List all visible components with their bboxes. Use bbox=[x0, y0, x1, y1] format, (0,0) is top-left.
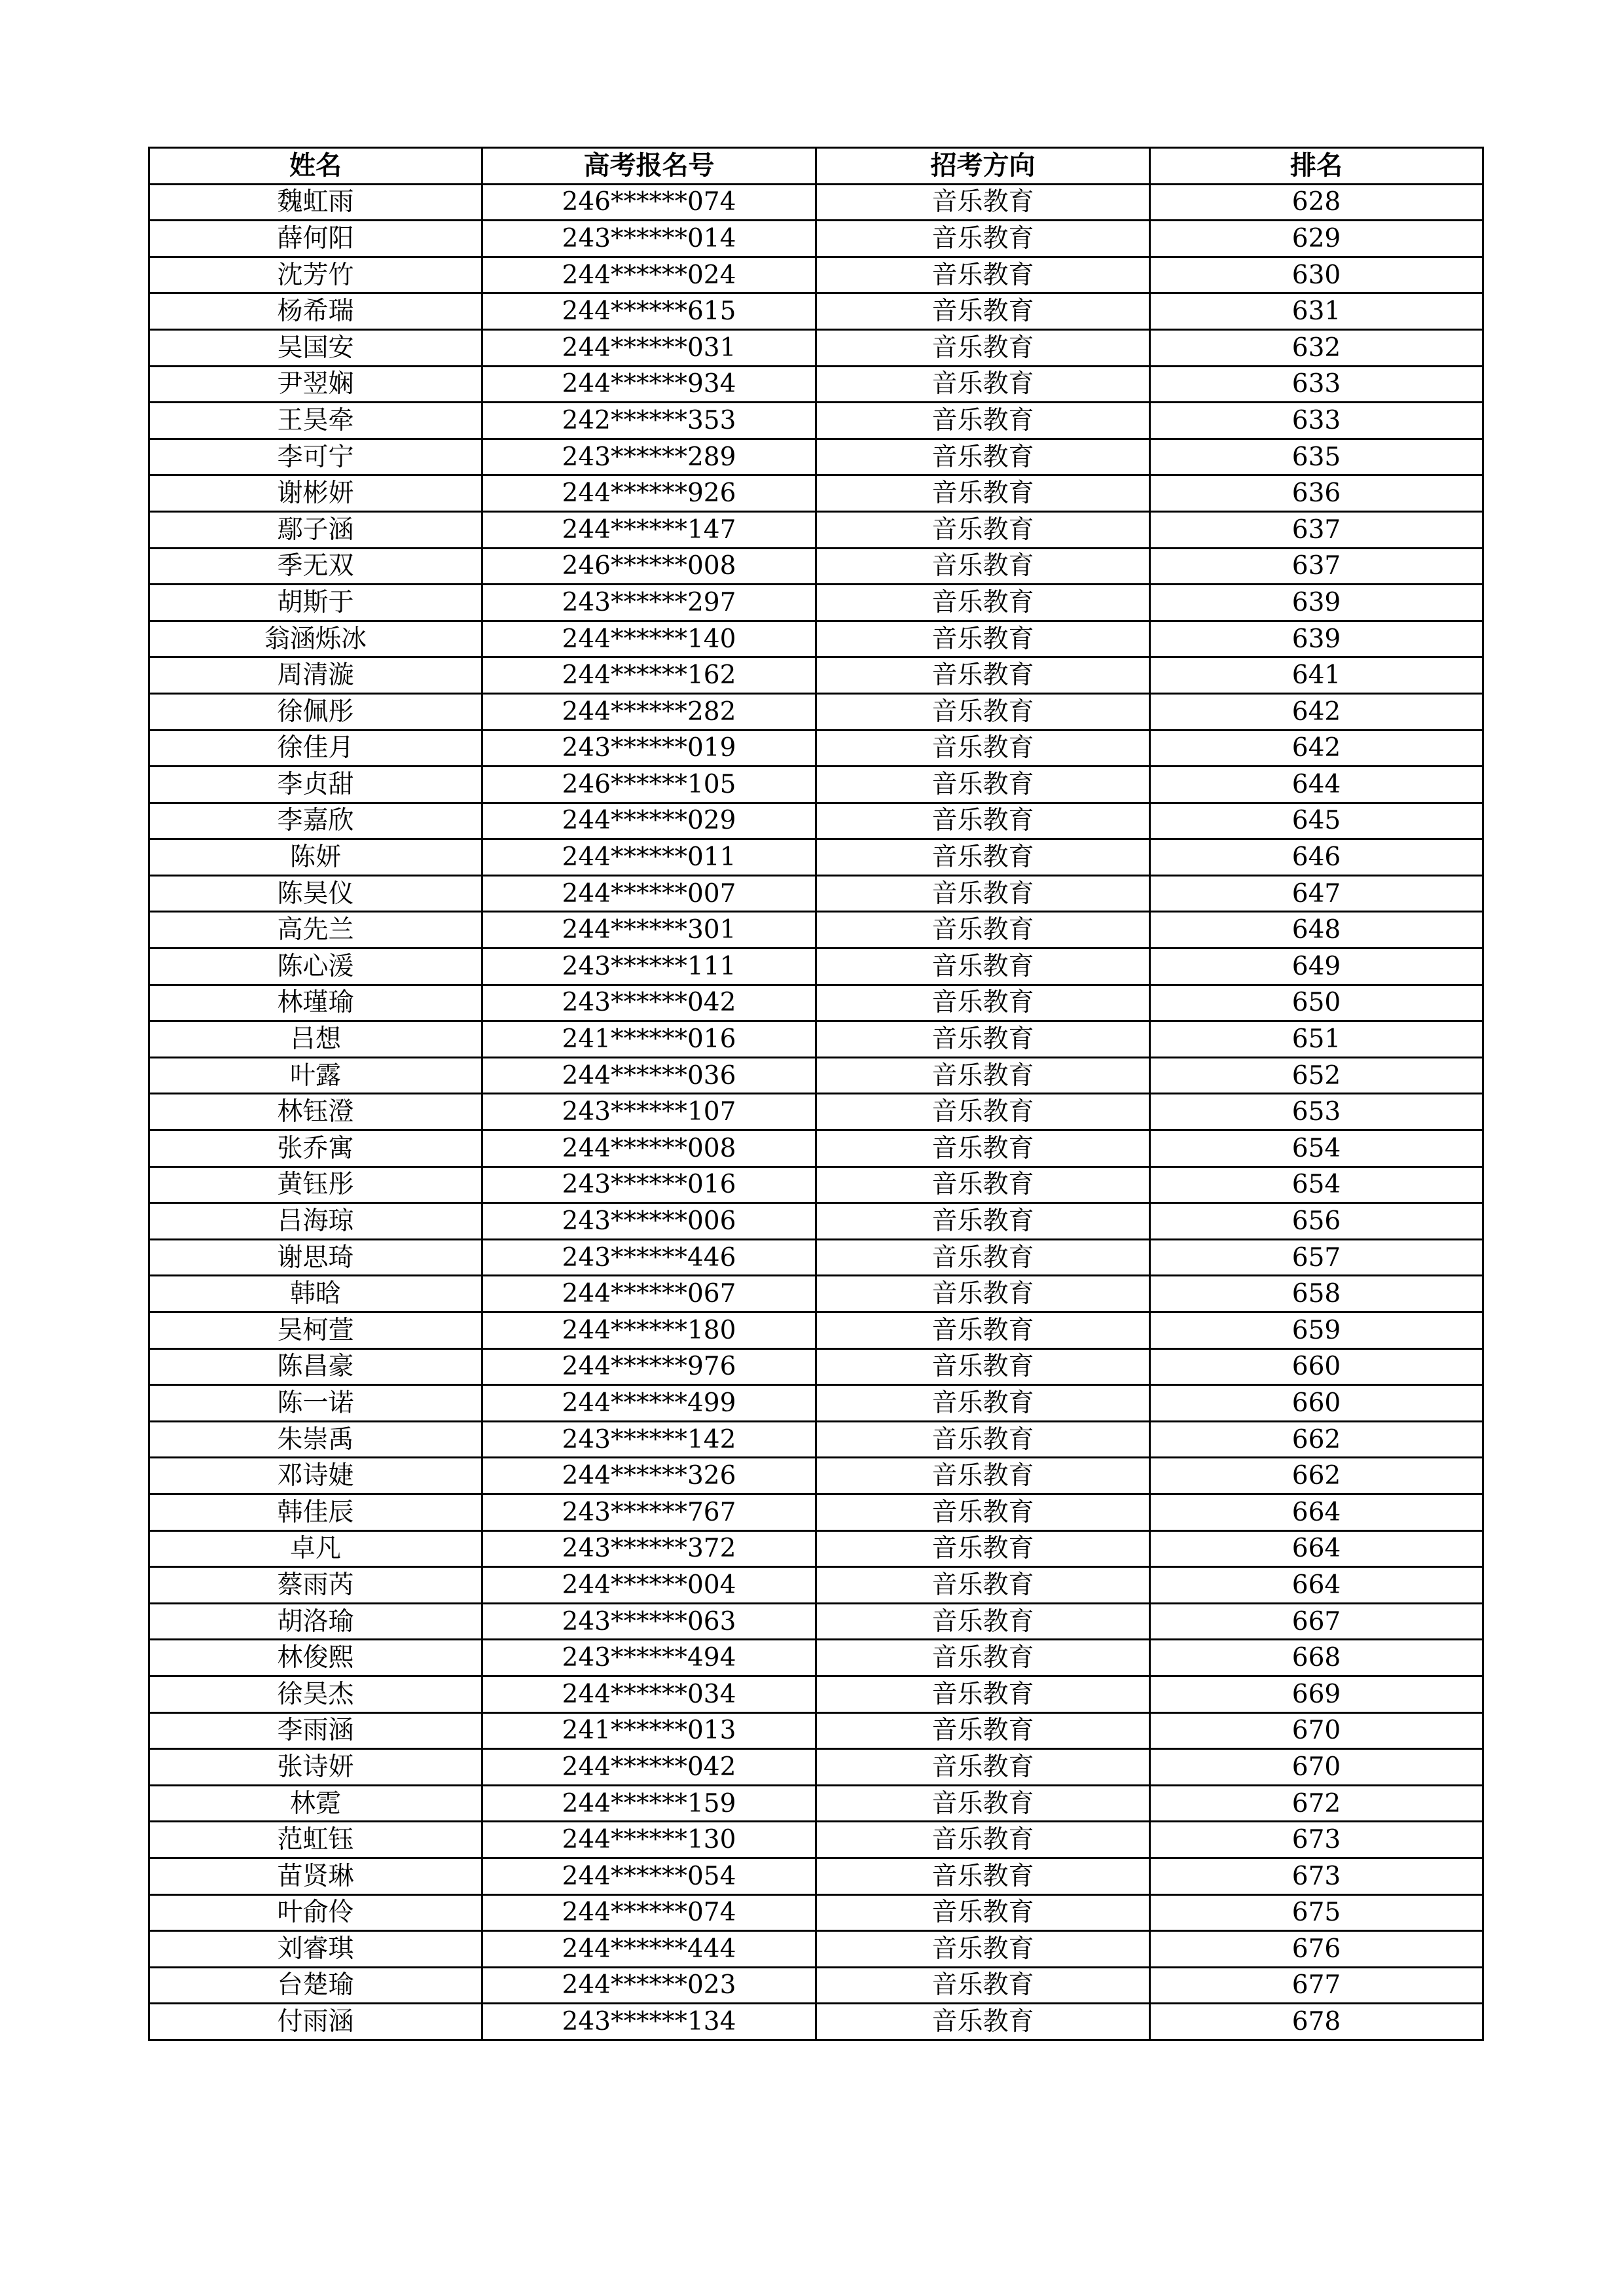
cell-rank: 644 bbox=[1150, 767, 1483, 803]
table-row bbox=[149, 1749, 1483, 1786]
cell-exam-id: 241******016 bbox=[482, 1021, 816, 1058]
cell-direction: 音乐教育 bbox=[816, 1348, 1150, 1385]
cell-rank: 668 bbox=[1150, 1640, 1483, 1676]
cell-rank: 673 bbox=[1150, 1822, 1483, 1858]
cell-rank: 635 bbox=[1150, 439, 1483, 475]
table-row bbox=[149, 1712, 1483, 1749]
cell-direction: 音乐教育 bbox=[816, 403, 1150, 439]
table-row bbox=[149, 1203, 1483, 1240]
cell-name: 叶露 bbox=[149, 1057, 482, 1094]
cell-rank: 660 bbox=[1150, 1348, 1483, 1385]
cell-direction: 音乐教育 bbox=[816, 548, 1150, 585]
cell-direction: 音乐教育 bbox=[816, 1021, 1150, 1058]
cell-direction: 音乐教育 bbox=[816, 293, 1150, 330]
cell-name: 沈芳竹 bbox=[149, 257, 482, 293]
table-row bbox=[149, 1967, 1483, 2004]
cell-direction: 音乐教育 bbox=[816, 585, 1150, 621]
cell-exam-id: 243******494 bbox=[482, 1640, 816, 1676]
table-row bbox=[149, 1858, 1483, 1894]
cell-name: 吕海琼 bbox=[149, 1203, 482, 1240]
table-row bbox=[149, 366, 1483, 403]
cell-name: 鄢子涵 bbox=[149, 511, 482, 548]
cell-direction: 音乐教育 bbox=[816, 1894, 1150, 1931]
cell-exam-id: 244******031 bbox=[482, 329, 816, 366]
table-row bbox=[149, 1894, 1483, 1931]
cell-direction: 音乐教育 bbox=[816, 475, 1150, 512]
cell-rank: 630 bbox=[1150, 257, 1483, 293]
cell-rank: 639 bbox=[1150, 621, 1483, 657]
cell-rank: 654 bbox=[1150, 1166, 1483, 1203]
cell-name: 台楚瑜 bbox=[149, 1967, 482, 2004]
cell-exam-id: 244******036 bbox=[482, 1057, 816, 1094]
cell-rank: 670 bbox=[1150, 1712, 1483, 1749]
table-body bbox=[149, 184, 1483, 2040]
cell-direction: 音乐教育 bbox=[816, 1785, 1150, 1822]
cell-name: 陈一诺 bbox=[149, 1385, 482, 1422]
cell-exam-id: 241******013 bbox=[482, 1712, 816, 1749]
cell-direction: 音乐教育 bbox=[816, 2004, 1150, 2040]
cell-name: 范虹钰 bbox=[149, 1822, 482, 1858]
cell-direction: 音乐教育 bbox=[816, 1822, 1150, 1858]
table-row bbox=[149, 1276, 1483, 1312]
cell-direction: 音乐教育 bbox=[816, 730, 1150, 767]
table-row bbox=[149, 767, 1483, 803]
cell-name: 朱崇禹 bbox=[149, 1421, 482, 1458]
cell-rank: 670 bbox=[1150, 1749, 1483, 1786]
cell-rank: 650 bbox=[1150, 985, 1483, 1021]
cell-rank: 667 bbox=[1150, 1603, 1483, 1640]
table-row bbox=[149, 1057, 1483, 1094]
table-row bbox=[149, 184, 1483, 221]
cell-exam-id: 246******105 bbox=[482, 767, 816, 803]
cell-name: 胡洛瑜 bbox=[149, 1603, 482, 1640]
table-row bbox=[149, 693, 1483, 730]
cell-rank: 642 bbox=[1150, 730, 1483, 767]
cell-name: 陈昊仪 bbox=[149, 875, 482, 912]
cell-rank: 649 bbox=[1150, 949, 1483, 985]
cell-name: 叶俞伶 bbox=[149, 1894, 482, 1931]
cell-name: 高先兰 bbox=[149, 912, 482, 949]
table-row bbox=[149, 1640, 1483, 1676]
cell-exam-id: 243******446 bbox=[482, 1239, 816, 1276]
table-row bbox=[149, 803, 1483, 839]
cell-rank: 633 bbox=[1150, 366, 1483, 403]
cell-direction: 音乐教育 bbox=[816, 985, 1150, 1021]
cell-direction: 音乐教育 bbox=[816, 1094, 1150, 1130]
cell-exam-id: 244******029 bbox=[482, 803, 816, 839]
cell-exam-id: 243******297 bbox=[482, 585, 816, 621]
cell-name: 吴柯萱 bbox=[149, 1312, 482, 1349]
cell-rank: 653 bbox=[1150, 1094, 1483, 1130]
cell-name: 吴国安 bbox=[149, 329, 482, 366]
cell-rank: 672 bbox=[1150, 1785, 1483, 1822]
table-row bbox=[149, 1021, 1483, 1058]
cell-rank: 641 bbox=[1150, 657, 1483, 694]
table-row bbox=[149, 730, 1483, 767]
cell-exam-id: 243******289 bbox=[482, 439, 816, 475]
cell-exam-id: 243******063 bbox=[482, 1603, 816, 1640]
table-row bbox=[149, 1094, 1483, 1130]
cell-exam-id: 244******615 bbox=[482, 293, 816, 330]
cell-name: 林瑾瑜 bbox=[149, 985, 482, 1021]
cell-direction: 音乐教育 bbox=[816, 1239, 1150, 1276]
cell-name: 谢思琦 bbox=[149, 1239, 482, 1276]
cell-rank: 664 bbox=[1150, 1567, 1483, 1604]
cell-rank: 631 bbox=[1150, 293, 1483, 330]
cell-exam-id: 244******499 bbox=[482, 1385, 816, 1422]
cell-direction: 音乐教育 bbox=[816, 693, 1150, 730]
cell-exam-id: 243******016 bbox=[482, 1166, 816, 1203]
table-row bbox=[149, 657, 1483, 694]
cell-exam-id: 243******111 bbox=[482, 949, 816, 985]
cell-direction: 音乐教育 bbox=[816, 1858, 1150, 1894]
cell-rank: 654 bbox=[1150, 1130, 1483, 1167]
cell-direction: 音乐教育 bbox=[816, 1458, 1150, 1494]
cell-rank: 676 bbox=[1150, 1931, 1483, 1968]
cell-exam-id: 244******934 bbox=[482, 366, 816, 403]
table-row bbox=[149, 839, 1483, 876]
cell-exam-id: 243******142 bbox=[482, 1421, 816, 1458]
cell-name: 徐昊杰 bbox=[149, 1676, 482, 1712]
cell-name: 尹翌娴 bbox=[149, 366, 482, 403]
cell-rank: 662 bbox=[1150, 1458, 1483, 1494]
cell-direction: 音乐教育 bbox=[816, 1494, 1150, 1530]
cell-exam-id: 244******008 bbox=[482, 1130, 816, 1167]
cell-name: 卓凡 bbox=[149, 1530, 482, 1567]
table-row bbox=[149, 548, 1483, 585]
cell-exam-id: 244******024 bbox=[482, 257, 816, 293]
cell-rank: 677 bbox=[1150, 1967, 1483, 2004]
cell-direction: 音乐教育 bbox=[816, 767, 1150, 803]
cell-exam-id: 244******159 bbox=[482, 1785, 816, 1822]
cell-direction: 音乐教育 bbox=[816, 621, 1150, 657]
table-row bbox=[149, 475, 1483, 512]
table-row bbox=[149, 985, 1483, 1021]
cell-name: 韩晗 bbox=[149, 1276, 482, 1312]
table-row bbox=[149, 439, 1483, 475]
cell-exam-id: 244******162 bbox=[482, 657, 816, 694]
table-row bbox=[149, 585, 1483, 621]
cell-exam-id: 244******007 bbox=[482, 875, 816, 912]
cell-rank: 652 bbox=[1150, 1057, 1483, 1094]
cell-direction: 音乐教育 bbox=[816, 1530, 1150, 1567]
cell-exam-id: 244******976 bbox=[482, 1348, 816, 1385]
cell-direction: 音乐教育 bbox=[816, 803, 1150, 839]
cell-exam-id: 244******054 bbox=[482, 1858, 816, 1894]
cell-name: 林霓 bbox=[149, 1785, 482, 1822]
cell-exam-id: 243******006 bbox=[482, 1203, 816, 1240]
cell-name: 邓诗婕 bbox=[149, 1458, 482, 1494]
cell-direction: 音乐教育 bbox=[816, 1676, 1150, 1712]
cell-rank: 639 bbox=[1150, 585, 1483, 621]
table-row bbox=[149, 1785, 1483, 1822]
cell-exam-id: 244******301 bbox=[482, 912, 816, 949]
cell-name: 黄钰彤 bbox=[149, 1166, 482, 1203]
table-row bbox=[149, 1130, 1483, 1167]
cell-name: 林俊熙 bbox=[149, 1640, 482, 1676]
cell-direction: 音乐教育 bbox=[816, 184, 1150, 221]
header-exam-id: 高考报名号 bbox=[482, 148, 816, 185]
cell-direction: 音乐教育 bbox=[816, 1931, 1150, 1968]
cell-direction: 音乐教育 bbox=[816, 1567, 1150, 1604]
header-rank: 排名 bbox=[1150, 148, 1483, 185]
cell-direction: 音乐教育 bbox=[816, 329, 1150, 366]
cell-direction: 音乐教育 bbox=[816, 657, 1150, 694]
cell-name: 陈妍 bbox=[149, 839, 482, 876]
cell-rank: 651 bbox=[1150, 1021, 1483, 1058]
cell-exam-id: 244******023 bbox=[482, 1967, 816, 2004]
cell-rank: 673 bbox=[1150, 1858, 1483, 1894]
cell-exam-id: 244******004 bbox=[482, 1567, 816, 1604]
cell-direction: 音乐教育 bbox=[816, 1057, 1150, 1094]
cell-rank: 662 bbox=[1150, 1421, 1483, 1458]
table-row bbox=[149, 949, 1483, 985]
cell-name: 季无双 bbox=[149, 548, 482, 585]
cell-rank: 659 bbox=[1150, 1312, 1483, 1349]
cell-direction: 音乐教育 bbox=[816, 511, 1150, 548]
cell-exam-id: 244******282 bbox=[482, 693, 816, 730]
cell-exam-id: 243******014 bbox=[482, 221, 816, 257]
cell-name: 刘睿琪 bbox=[149, 1931, 482, 1968]
cell-rank: 647 bbox=[1150, 875, 1483, 912]
header-direction: 招考方向 bbox=[816, 148, 1150, 185]
table-row bbox=[149, 329, 1483, 366]
cell-exam-id: 243******372 bbox=[482, 1530, 816, 1567]
table-row bbox=[149, 511, 1483, 548]
cell-name: 陈心湲 bbox=[149, 949, 482, 985]
cell-direction: 音乐教育 bbox=[816, 912, 1150, 949]
cell-rank: 657 bbox=[1150, 1239, 1483, 1276]
cell-exam-id: 243******134 bbox=[482, 2004, 816, 2040]
cell-direction: 音乐教育 bbox=[816, 1385, 1150, 1422]
cell-name: 陈昌豪 bbox=[149, 1348, 482, 1385]
table-row bbox=[149, 912, 1483, 949]
cell-rank: 664 bbox=[1150, 1494, 1483, 1530]
cell-name: 翁涵烁冰 bbox=[149, 621, 482, 657]
cell-name: 杨希瑞 bbox=[149, 293, 482, 330]
cell-rank: 628 bbox=[1150, 184, 1483, 221]
cell-name: 徐佳月 bbox=[149, 730, 482, 767]
table-row bbox=[149, 1931, 1483, 1968]
cell-direction: 音乐教育 bbox=[816, 839, 1150, 876]
cell-name: 韩佳辰 bbox=[149, 1494, 482, 1530]
cell-exam-id: 244******326 bbox=[482, 1458, 816, 1494]
table-row bbox=[149, 1494, 1483, 1530]
cell-name: 林钰澄 bbox=[149, 1094, 482, 1130]
cell-name: 吕想 bbox=[149, 1021, 482, 1058]
cell-direction: 音乐教育 bbox=[816, 221, 1150, 257]
cell-rank: 660 bbox=[1150, 1385, 1483, 1422]
cell-rank: 637 bbox=[1150, 511, 1483, 548]
cell-direction: 音乐教育 bbox=[816, 439, 1150, 475]
table-row bbox=[149, 1312, 1483, 1349]
cell-name: 苗贤琳 bbox=[149, 1858, 482, 1894]
cell-exam-id: 244******042 bbox=[482, 1749, 816, 1786]
cell-direction: 音乐教育 bbox=[816, 1712, 1150, 1749]
cell-name: 徐佩彤 bbox=[149, 693, 482, 730]
cell-rank: 678 bbox=[1150, 2004, 1483, 2040]
table-row bbox=[149, 1385, 1483, 1422]
cell-exam-id: 244******926 bbox=[482, 475, 816, 512]
header-row bbox=[149, 148, 1483, 185]
ranking-table bbox=[148, 147, 1484, 2041]
cell-name: 张乔寓 bbox=[149, 1130, 482, 1167]
table-row bbox=[149, 1239, 1483, 1276]
cell-name: 薛何阳 bbox=[149, 221, 482, 257]
cell-rank: 664 bbox=[1150, 1530, 1483, 1567]
cell-rank: 632 bbox=[1150, 329, 1483, 366]
cell-rank: 642 bbox=[1150, 693, 1483, 730]
cell-rank: 636 bbox=[1150, 475, 1483, 512]
cell-name: 魏虹雨 bbox=[149, 184, 482, 221]
cell-direction: 音乐教育 bbox=[816, 1749, 1150, 1786]
table-row bbox=[149, 293, 1483, 330]
cell-direction: 音乐教育 bbox=[816, 1967, 1150, 2004]
cell-direction: 音乐教育 bbox=[816, 1640, 1150, 1676]
cell-rank: 645 bbox=[1150, 803, 1483, 839]
cell-rank: 633 bbox=[1150, 403, 1483, 439]
cell-rank: 629 bbox=[1150, 221, 1483, 257]
cell-rank: 646 bbox=[1150, 839, 1483, 876]
cell-direction: 音乐教育 bbox=[816, 1203, 1150, 1240]
cell-exam-id: 244******067 bbox=[482, 1276, 816, 1312]
cell-exam-id: 244******034 bbox=[482, 1676, 816, 1712]
cell-exam-id: 244******444 bbox=[482, 1931, 816, 1968]
table-row bbox=[149, 1458, 1483, 1494]
cell-name: 王昊牵 bbox=[149, 403, 482, 439]
cell-name: 李雨涵 bbox=[149, 1712, 482, 1749]
cell-exam-id: 244******180 bbox=[482, 1312, 816, 1349]
cell-name: 李嘉欣 bbox=[149, 803, 482, 839]
cell-exam-id: 244******130 bbox=[482, 1822, 816, 1858]
cell-rank: 669 bbox=[1150, 1676, 1483, 1712]
table-row bbox=[149, 1348, 1483, 1385]
table-row bbox=[149, 2004, 1483, 2040]
cell-direction: 音乐教育 bbox=[816, 1421, 1150, 1458]
cell-rank: 648 bbox=[1150, 912, 1483, 949]
cell-rank: 658 bbox=[1150, 1276, 1483, 1312]
cell-rank: 637 bbox=[1150, 548, 1483, 585]
cell-exam-id: 244******147 bbox=[482, 511, 816, 548]
cell-direction: 音乐教育 bbox=[816, 1130, 1150, 1167]
cell-exam-id: 243******107 bbox=[482, 1094, 816, 1130]
cell-direction: 音乐教育 bbox=[816, 1276, 1150, 1312]
cell-name: 李可宁 bbox=[149, 439, 482, 475]
cell-exam-id: 246******074 bbox=[482, 184, 816, 221]
cell-direction: 音乐教育 bbox=[816, 949, 1150, 985]
cell-exam-id: 243******767 bbox=[482, 1494, 816, 1530]
table-row bbox=[149, 1603, 1483, 1640]
cell-name: 谢彬妍 bbox=[149, 475, 482, 512]
cell-direction: 音乐教育 bbox=[816, 366, 1150, 403]
cell-name: 李贞甜 bbox=[149, 767, 482, 803]
cell-rank: 656 bbox=[1150, 1203, 1483, 1240]
cell-exam-id: 243******019 bbox=[482, 730, 816, 767]
table-row bbox=[149, 875, 1483, 912]
table-row bbox=[149, 221, 1483, 257]
cell-direction: 音乐教育 bbox=[816, 1312, 1150, 1349]
table-row bbox=[149, 403, 1483, 439]
cell-rank: 675 bbox=[1150, 1894, 1483, 1931]
cell-exam-id: 246******008 bbox=[482, 548, 816, 585]
table-row bbox=[149, 621, 1483, 657]
cell-exam-id: 242******353 bbox=[482, 403, 816, 439]
cell-direction: 音乐教育 bbox=[816, 257, 1150, 293]
cell-exam-id: 244******140 bbox=[482, 621, 816, 657]
cell-name: 张诗妍 bbox=[149, 1749, 482, 1786]
table-row bbox=[149, 257, 1483, 293]
table-row bbox=[149, 1530, 1483, 1567]
table-row bbox=[149, 1567, 1483, 1604]
table-row bbox=[149, 1822, 1483, 1858]
cell-exam-id: 243******042 bbox=[482, 985, 816, 1021]
cell-exam-id: 244******011 bbox=[482, 839, 816, 876]
table-row bbox=[149, 1676, 1483, 1712]
cell-exam-id: 244******074 bbox=[482, 1894, 816, 1931]
cell-name: 付雨涵 bbox=[149, 2004, 482, 2040]
header-name: 姓名 bbox=[149, 148, 482, 185]
cell-direction: 音乐教育 bbox=[816, 1166, 1150, 1203]
cell-name: 蔡雨芮 bbox=[149, 1567, 482, 1604]
table-row bbox=[149, 1166, 1483, 1203]
table-row bbox=[149, 1421, 1483, 1458]
cell-name: 胡斯于 bbox=[149, 585, 482, 621]
cell-direction: 音乐教育 bbox=[816, 875, 1150, 912]
cell-name: 周清漩 bbox=[149, 657, 482, 694]
cell-direction: 音乐教育 bbox=[816, 1603, 1150, 1640]
